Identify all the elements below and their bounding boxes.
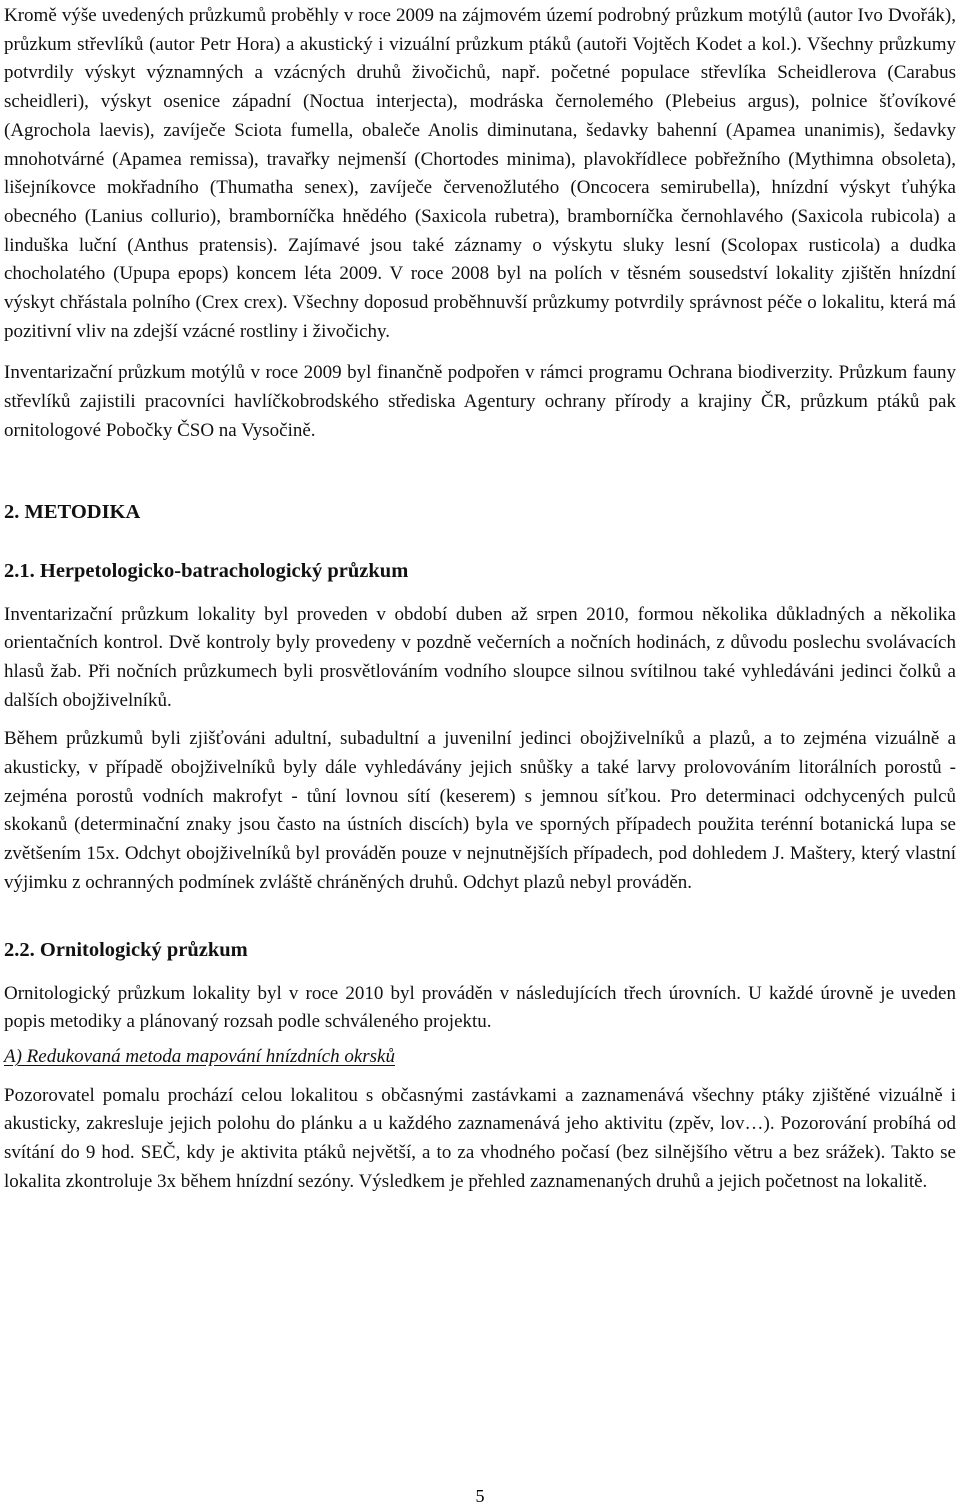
subheading-method-a: A) Redukovaná metoda mapování hnízdních okrsků [4, 1045, 395, 1067]
page-number: 5 [475, 1486, 485, 1506]
section-2-1-paragraph-2: Během průzkumů byli zjišťováni adultní, subadultní a juvenilní jedinci obojživelníků a plazů, a to zejména vizuálně a akusticky, v případě obojživelníků byly dále vyhledávány jejich snůšky a také larvy prolovováním litorálních porostů - zejména porostů vodních makrofyt - tůní lovnou sítí (keserem) s jemnou síťkou. Pro determinaci odchycených pulců skokanů (determinační znaky jsou často na ústních discích) byla ve sporných případech použita terénní botanická lupa se zvětšením 15x. Odchyt obojživelníků byl prováděn pouze v nejnutnějších případech, pod dohledem J. Maštery, který vlastní výjimku z ochranných podmínek zvláště chráněných druhů. Odchyt plazů nebyl prováděn. [4, 728, 956, 893]
method-a-paragraph: Pozorovatel pomalu prochází celou lokalitou s občasnými zastávkami a zaznamenává všechny ptáky zjištěné vizuálně i akusticky, zakresluje jejich polohu do plánku a u každého zaznamenává jeho aktivitu (zpěv, lov…). Pozorování probíhá od svítání do 9 hod. SEČ, kdy je aktivita ptáků největší, a to za vhodného počasí (bez silnějšího větru a bez srážek). Takto se lokalita zkontroluje 3x během hnízdní sezóny. Výsledkem je přehled zaznamenaných druhů a jejich početnost na lokalitě. [4, 1084, 956, 1192]
section-heading-2-1: 2.1. Herpetologicko-batrachologický průzkum [4, 559, 409, 582]
intro-paragraph-1: Kromě výše uvedených průzkumů proběhly v roce 2009 na zájmovém území podrobný průzkum motýlů (autor Ivo Dvořák), průzkum střevlíků (autor Petr Hora) a akustický i vizuální průzkum ptáků (autoři Vojtěch Kodet a kol.). Všechny průzkumy potvrdily výskyt významných a vzácných druhů živočichů, např. početné populace střevlíka Scheidlerova (Carabus scheidleri), výskyt osenice západní (Noctua interjecta), modráska černolemého (Plebeius argus), polnice šťovíkové (Agrochola laevis), zavíječe Sciota fumella, obaleče Anolis diminutana, šedavky bahenní (Apamea unanimis), šedavky mnohotvárné (Apamea remissa), travařky nejmenší (Chortodes minima), plavokřídlece pobřežního (Mythimna obsoleta), lišejníkovce mokřadního (Thumatha senex), zavíječe červenožlutého (Oncocera semirubella), hnízdní výskyt ťuhýka obecného (Lanius collurio), bramborníčka hnědého (Saxicola rubetra), bramborníčka černohlavého (Saxicola rubicola) a linduška luční (Anthus pratensis). Zajímavé jsou také záznamy o výskytu sluky lesní (Scolopax rusticola) a dudka chocholatého (Upupa epops) koncem léta 2009. V roce 2008 byl na polích v těsném sousedství lokality zjištěn hnízdní výskyt chřástala polního (Crex crex). Všechny doposud proběhnuvší průzkumy potvrdily správnost péče o lokalitu, která má pozitivní vliv na zdejší vzácné rostliny i živočichy. [4, 5, 956, 342]
section-2-1-paragraph-1: Inventarizační průzkum lokality byl proveden v období duben až srpen 2010, formou několika důkladných a několika orientačních kontrol. Dvě kontroly byly provedeny v pozdně večerních a nočních hodinách, z důvodu poslechu svolávacích hlasů žab. Při nočních průzkumech byli prosvětlováním vodního sloupce silnou svítilnou také vyhledáváni jedinci čolků a dalších obojživelníků. [4, 603, 956, 711]
intro-paragraph-2: Inventarizační průzkum motýlů v roce 2009 byl finančně podpořen v rámci programu Ochrana biodiverzity. Průzkum fauny střevlíků zajistili pracovníci havlíčkobrodského střediska Agentury ochrany přírody a krajiny ČR, průzkum ptáků pak ornitologové Pobočky ČSO na Vysočině. [4, 362, 956, 441]
section-2-2-paragraph-1: Ornitologický průzkum lokality byl v roce 2010 byl prováděn v následujících třech úrovních. U každé úrovně je uveden popis metodiky a plánovaný rozsah podle schváleného projektu. [4, 982, 956, 1033]
section-heading-2-2: 2.2. Ornitologický průzkum [4, 938, 248, 961]
section-heading-metodika: 2. METODIKA [4, 500, 141, 523]
